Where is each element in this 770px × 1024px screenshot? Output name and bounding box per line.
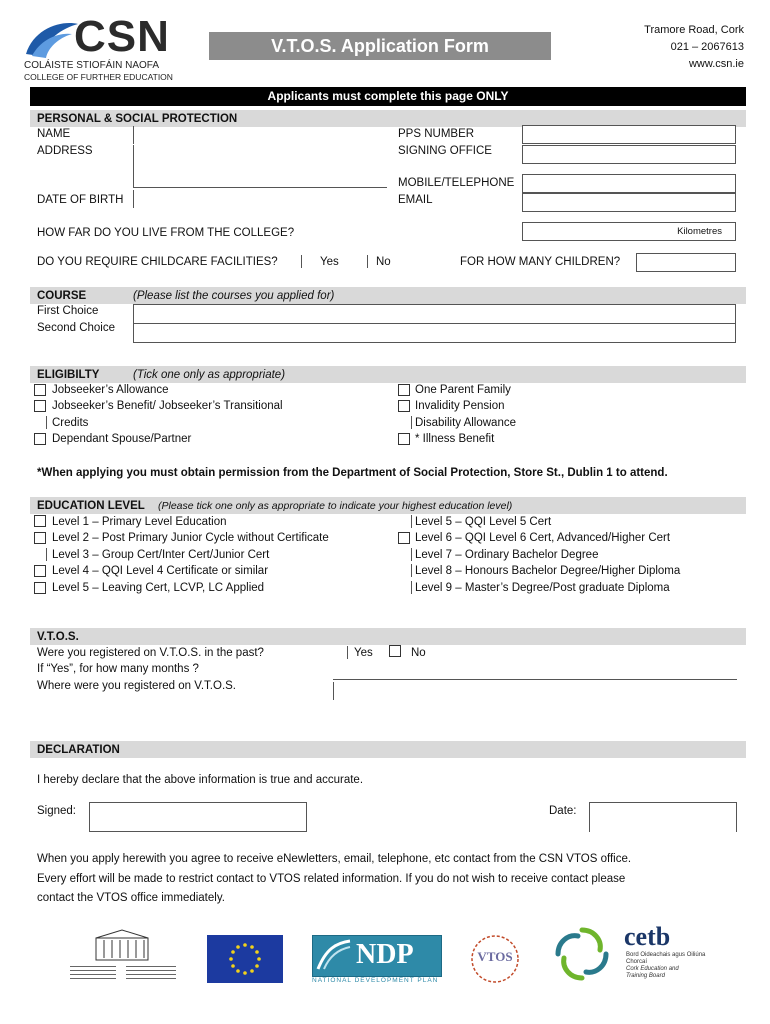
education-level-label: Level 5 – Leaving Cert, LCVP, LC Applied xyxy=(52,582,265,594)
education-level-label: Level 1 – Primary Level Education xyxy=(52,516,227,528)
education-checkbox-level-4[interactable] xyxy=(34,565,46,577)
consent-line: contact the VTOS office immediately. xyxy=(37,892,225,904)
eligibility-checkbox-jobseekers-allowance[interactable] xyxy=(34,384,46,396)
date-field[interactable] xyxy=(589,802,737,832)
vtos-where-field-divider xyxy=(333,682,334,700)
eligibility-label: Disability Allowance xyxy=(415,417,516,429)
pps-field[interactable] xyxy=(522,125,736,144)
vtos-months-question: If “Yes”, for how many months ? xyxy=(37,663,199,675)
eu-stars-icon xyxy=(207,935,283,983)
education-level-label: Level 5 – QQI Level 5 Cert xyxy=(415,516,552,528)
eligibility-label: Dependant Spouse/Partner xyxy=(52,433,192,445)
children-count-label: FOR HOW MANY CHILDREN? xyxy=(460,256,621,268)
vtos-heading: V.T.O.S. xyxy=(37,631,79,643)
distance-field[interactable] xyxy=(522,222,736,241)
education-level-label: Level 8 – Honours Bachelor Degree/Higher Diploma xyxy=(415,565,681,577)
first-choice-field[interactable] xyxy=(133,304,736,324)
name-label: NAME xyxy=(37,128,71,140)
instruction-banner xyxy=(30,87,746,106)
vtos-section-bar xyxy=(30,628,746,645)
education-level-label: Level 7 – Ordinary Bachelor Degree xyxy=(415,549,599,561)
education-checkbox-level-3[interactable] xyxy=(46,548,47,561)
date-label: Date: xyxy=(549,805,577,817)
vtos-logo xyxy=(468,932,522,986)
course-section-bar xyxy=(30,287,746,304)
vtos-yes-checkbox[interactable] xyxy=(347,646,348,659)
education-checkbox-level-5-qqi[interactable] xyxy=(411,515,412,528)
email-label: EMAIL xyxy=(398,194,433,206)
education-checkbox-level-7[interactable] xyxy=(411,548,412,561)
eligibility-label: * Illness Benefit xyxy=(415,433,495,445)
education-checkbox-level-5-lc[interactable] xyxy=(34,582,46,594)
declaration-heading: DECLARATION xyxy=(37,744,120,756)
education-checkbox-level-1[interactable] xyxy=(34,515,46,527)
education-checkbox-level-6[interactable] xyxy=(398,532,410,544)
personal-heading: PERSONAL & SOCIAL PROTECTION xyxy=(37,113,238,125)
education-section-bar xyxy=(30,497,746,514)
mobile-label: MOBILE/TELEPHONE xyxy=(398,177,515,189)
banner-text: Applicants must complete this page ONLY xyxy=(267,89,509,103)
ndp-logo xyxy=(312,935,442,985)
declaration-statement: I hereby declare that the above information is true and accurate. xyxy=(37,774,364,786)
second-choice-field[interactable] xyxy=(133,323,736,343)
consent-line: When you apply herewith you agree to receive eNewletters, email, telephone, etc contact from the CSN VTOS office. xyxy=(37,853,632,865)
address-field[interactable] xyxy=(133,145,387,188)
distance-unit: Kilometres xyxy=(677,226,722,237)
college-irish-name: COLÁISTE STIOFÁIN NAOFA xyxy=(24,60,160,71)
education-heading: EDUCATION LEVEL xyxy=(37,500,145,512)
csn-logo xyxy=(22,14,192,86)
distance-label: HOW FAR DO YOU LIVE FROM THE COLLEGE? xyxy=(37,227,295,239)
vtos-logo-text: VTOS xyxy=(477,949,513,964)
dsp-permission-notice: *When applying you must obtain permission from the Department of Social Protection, Store St., Dublin 1 to attend. xyxy=(37,467,668,479)
education-checkbox-level-8[interactable] xyxy=(411,564,412,577)
cetb-irish-name: Bord Oideachais agus Oiliúna Chorcaí xyxy=(626,952,706,965)
eligibility-checkbox-illness-benefit[interactable] xyxy=(398,433,410,445)
childcare-no-checkbox[interactable] xyxy=(367,255,368,268)
childcare-yes-checkbox[interactable] xyxy=(301,255,302,268)
signed-label: Signed: xyxy=(37,805,77,817)
education-checkbox-level-2[interactable] xyxy=(34,532,46,544)
eligibility-checkbox-dependant-spouse[interactable] xyxy=(34,433,46,445)
college-phone: 021 – 2067613 xyxy=(670,41,744,53)
cetb-logo xyxy=(550,922,746,988)
college-english-name: COLLEGE OF FURTHER EDUCATION xyxy=(24,72,173,82)
cetb-text: cetb xyxy=(624,922,671,951)
eligibility-label: One Parent Family xyxy=(415,384,511,396)
eligibility-label: Jobseeker’s Benefit/ Jobseeker’s Transitional xyxy=(52,400,283,412)
childcare-yes-label: Yes xyxy=(320,256,339,268)
eligibility-checkbox-disability-allowance[interactable] xyxy=(411,416,412,429)
vtos-yes-label: Yes xyxy=(354,647,373,659)
education-note: (Please tick one only as appropriate to indicate your highest education level) xyxy=(158,500,513,512)
signing-office-label: SIGNING OFFICE xyxy=(398,145,492,157)
declaration-section-bar xyxy=(30,741,746,758)
eligibility-checkbox-one-parent-family[interactable] xyxy=(398,384,410,396)
course-note: (Please list the courses you applied for) xyxy=(133,290,335,302)
eligibility-heading: ELIGIBILTY xyxy=(37,369,100,381)
education-level-label: Level 6 – QQI Level 6 Cert, Advanced/Higher Cert xyxy=(415,532,671,544)
second-choice-label: Second Choice xyxy=(37,322,115,334)
form-title-bar xyxy=(209,32,551,60)
dob-label: DATE OF BIRTH xyxy=(37,194,124,206)
course-heading: COURSE xyxy=(37,290,87,302)
vtos-no-checkbox[interactable] xyxy=(389,645,401,657)
vtos-registered-question: Were you registered on V.T.O.S. in the past? xyxy=(37,647,264,659)
childcare-no-label: No xyxy=(376,256,391,268)
address-label: ADDRESS xyxy=(37,145,93,157)
email-field[interactable] xyxy=(522,193,736,212)
eligibility-label: Credits xyxy=(52,417,89,429)
college-website: www.csn.ie xyxy=(688,58,744,70)
signing-office-field[interactable] xyxy=(522,145,736,164)
consent-line: Every effort will be made to restrict contact to VTOS related information. If you do not wish to receive contact please xyxy=(37,873,626,885)
pps-label: PPS NUMBER xyxy=(398,128,475,140)
mobile-field[interactable] xyxy=(522,174,736,193)
eligibility-checkbox-credits[interactable] xyxy=(46,416,47,429)
csn-swoosh-icon xyxy=(22,18,82,60)
name-field[interactable] xyxy=(133,126,387,144)
dob-field[interactable] xyxy=(133,190,387,208)
eligibility-label: Invalidity Pension xyxy=(415,400,505,412)
vtos-no-label: No xyxy=(411,647,426,659)
education-level-label: Level 2 – Post Primary Junior Cycle without Certificate xyxy=(52,532,329,544)
eu-flag-logo xyxy=(207,935,283,983)
dept-education-logo xyxy=(70,928,180,982)
ndp-wave-icon xyxy=(316,939,352,971)
csn-logo-text: CSN xyxy=(74,12,170,61)
cetb-swirl-icon xyxy=(550,922,614,986)
vtos-where-question: Where were you registered on V.T.O.S. xyxy=(37,680,237,692)
eligibility-checkbox-invalidity-pension[interactable] xyxy=(398,400,410,412)
eligibility-note: (Tick one only as appropriate) xyxy=(133,369,286,381)
form-title: V.T.O.S. Application Form xyxy=(271,36,489,56)
education-level-label: Level 3 – Group Cert/Inter Cert/Junior Cert xyxy=(52,549,270,561)
education-checkbox-level-9[interactable] xyxy=(411,581,412,594)
college-address: Tramore Road, Cork xyxy=(644,24,744,36)
childcare-label: DO YOU REQUIRE CHILDCARE FACILITIES? xyxy=(37,256,278,268)
signature-field[interactable] xyxy=(89,802,307,832)
eligibility-checkbox-jobseekers-benefit[interactable] xyxy=(34,400,46,412)
ndp-text: NDP xyxy=(356,939,414,970)
eligibility-section-bar xyxy=(30,366,746,383)
ndp-subtitle: NATIONAL DEVELOPMENT PLAN xyxy=(312,977,439,984)
education-level-label: Level 9 – Master’s Degree/Post graduate Diploma xyxy=(415,582,670,594)
first-choice-label: First Choice xyxy=(37,305,99,317)
eligibility-label: Jobseeker’s Allowance xyxy=(52,384,169,396)
cetb-english-name: Cork Education and Training Board xyxy=(626,966,679,979)
education-level-label: Level 4 – QQI Level 4 Certificate or similar xyxy=(52,565,269,577)
vtos-where-field[interactable] xyxy=(333,664,737,680)
children-count-field[interactable] xyxy=(636,253,736,272)
harp-building-icon xyxy=(94,928,150,962)
